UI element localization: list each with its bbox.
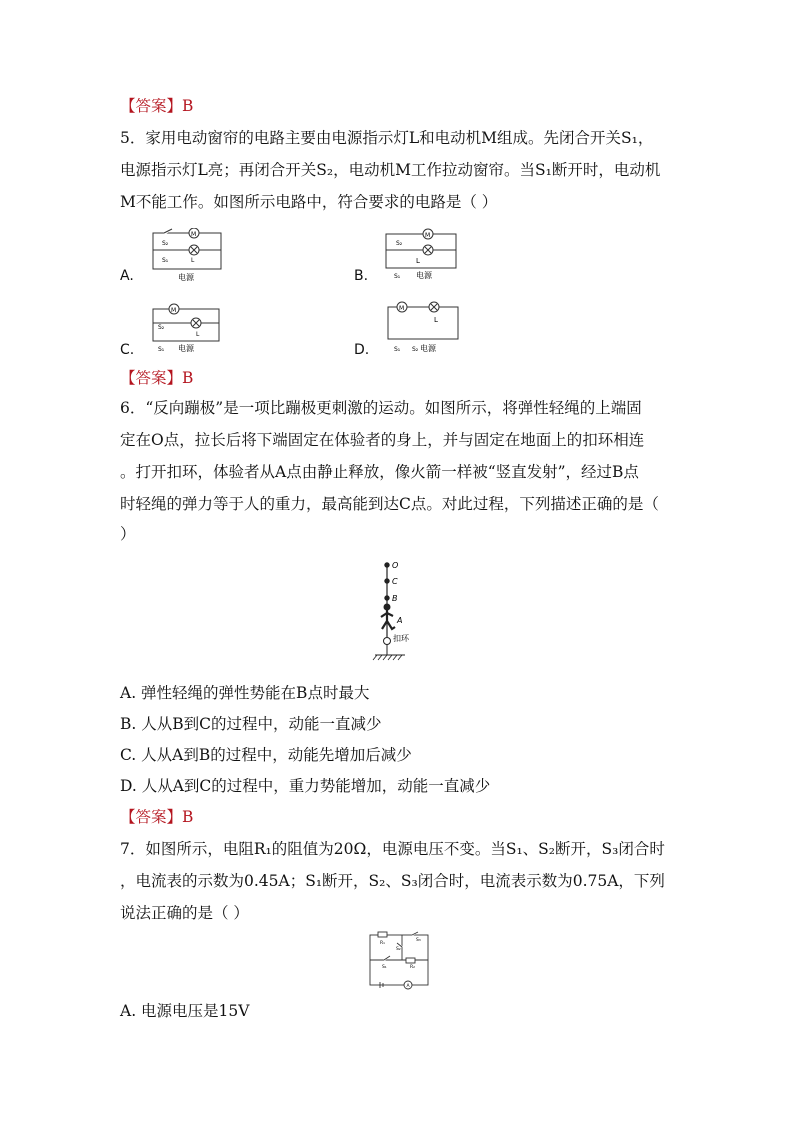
svg-text:S₂: S₂ xyxy=(412,346,419,353)
answer-value: B xyxy=(182,369,194,387)
answer-line xyxy=(120,368,193,388)
q5-option-b-label: B. xyxy=(354,268,369,284)
svg-text:R₂: R₂ xyxy=(410,965,415,970)
label-a: A xyxy=(397,616,403,625)
svg-text:S₂: S₂ xyxy=(396,947,401,952)
q6-option-d: D. 人从A到C的过程中，重力势能增加，动能一直减少 xyxy=(120,777,491,795)
svg-text:S₂: S₂ xyxy=(162,240,169,247)
answer-line xyxy=(120,807,193,827)
svg-text:R₁: R₁ xyxy=(380,941,385,946)
answer-tag: 【答案】 xyxy=(120,97,183,115)
svg-text:L: L xyxy=(434,316,438,324)
q5-option-d-label: D. xyxy=(354,342,370,358)
q5-circuit-d xyxy=(384,298,464,356)
q7-line-2: ，电流表的示数为0.45A；S₁断开，S₂、S₃闭合时，电流表示数为0.75A，下列 xyxy=(120,872,665,890)
svg-text:电源: 电源 xyxy=(178,273,194,282)
q5-line-1: 5．家用电动窗帘的电路主要由电源指示灯L和电动机M组成。先闭合开关S₁， xyxy=(120,129,654,147)
q6-bungee-figure xyxy=(360,555,450,665)
q7-option-a: A. 电源电压是15V xyxy=(120,1002,250,1020)
q6-line-2: 定在O点，拉长后将下端固定在体验者的身上，并与固定在地面上的扣环相连 xyxy=(120,431,645,449)
q5-circuit-a xyxy=(150,228,225,284)
q6-option-a: A. 弹性轻绳的弹性势能在B点时最大 xyxy=(120,684,370,702)
answer-tag: 【答案】 xyxy=(120,808,183,826)
q6-option-c: C. 人从A到B的过程中，动能先增加后减少 xyxy=(120,746,412,764)
svg-text:S₁: S₁ xyxy=(394,346,401,353)
label-buckle: 扣环 xyxy=(393,634,409,643)
svg-text:M: M xyxy=(399,305,405,312)
q7-line-3: 说法正确的是（ ） xyxy=(120,904,249,922)
svg-text:L: L xyxy=(196,331,200,338)
q7-line-1: 7．如图所示，电阻R₁的阻值为20Ω，电源电压不变。当S₁、S₂断开，S₃闭合时 xyxy=(120,840,665,858)
q6-option-b: B. 人从B到C的过程中，动能一直减少 xyxy=(120,715,382,733)
svg-text:L: L xyxy=(191,257,195,264)
svg-text:L: L xyxy=(416,257,420,265)
svg-text:M: M xyxy=(171,307,177,314)
q5-circuit-c xyxy=(150,300,225,356)
svg-text:S₃: S₃ xyxy=(416,938,421,943)
q5-line-2: 电源指示灯L亮；再闭合开关S₂，电动机M工作拉动窗帘。当S₁断开时，电动机 xyxy=(120,161,661,179)
svg-text:A: A xyxy=(406,984,410,989)
label-b: B xyxy=(392,594,398,603)
svg-text:S₂: S₂ xyxy=(396,240,403,247)
label-o: O xyxy=(392,561,399,570)
svg-text:S₁: S₁ xyxy=(158,346,165,353)
svg-text:S₁: S₁ xyxy=(382,965,387,970)
q5-option-c-label: C. xyxy=(120,342,135,358)
answer-tag: 【答案】 xyxy=(120,369,183,387)
answer-line xyxy=(120,96,193,116)
svg-text:S₁: S₁ xyxy=(394,273,401,280)
q5-option-a-label: A. xyxy=(120,268,134,284)
answer-value: B xyxy=(182,97,194,115)
q6-line-4: 时轻绳的弹力等于人的重力，最高能到达C点。对此过程，下列描述正确的是（ xyxy=(120,495,659,513)
q5-circuit-b xyxy=(382,228,462,284)
q6-line-5: ） xyxy=(120,525,136,543)
q5-line-3: M不能工作。如图所示电路中，符合要求的电路是（ ） xyxy=(120,193,498,211)
answer-value: B xyxy=(182,808,194,826)
q6-line-3: 。打开扣环，体验者从A点由静止释放，像火箭一样被“竖直发射”，经过B点 xyxy=(120,463,639,481)
q7-circuit-figure xyxy=(366,930,432,990)
q6-line-1: 6．“反向蹦极”是一项比蹦极更刺激的运动。如图所示，将弹性轻绳的上端固 xyxy=(120,399,642,417)
svg-text:S₁: S₁ xyxy=(162,257,169,264)
svg-text:M: M xyxy=(191,231,197,238)
svg-text:电源: 电源 xyxy=(420,344,436,353)
svg-text:M: M xyxy=(425,232,431,239)
svg-text:电源: 电源 xyxy=(416,271,432,280)
svg-text:S₂: S₂ xyxy=(158,324,165,331)
svg-text:电源: 电源 xyxy=(178,344,194,353)
label-c: C xyxy=(392,577,398,586)
